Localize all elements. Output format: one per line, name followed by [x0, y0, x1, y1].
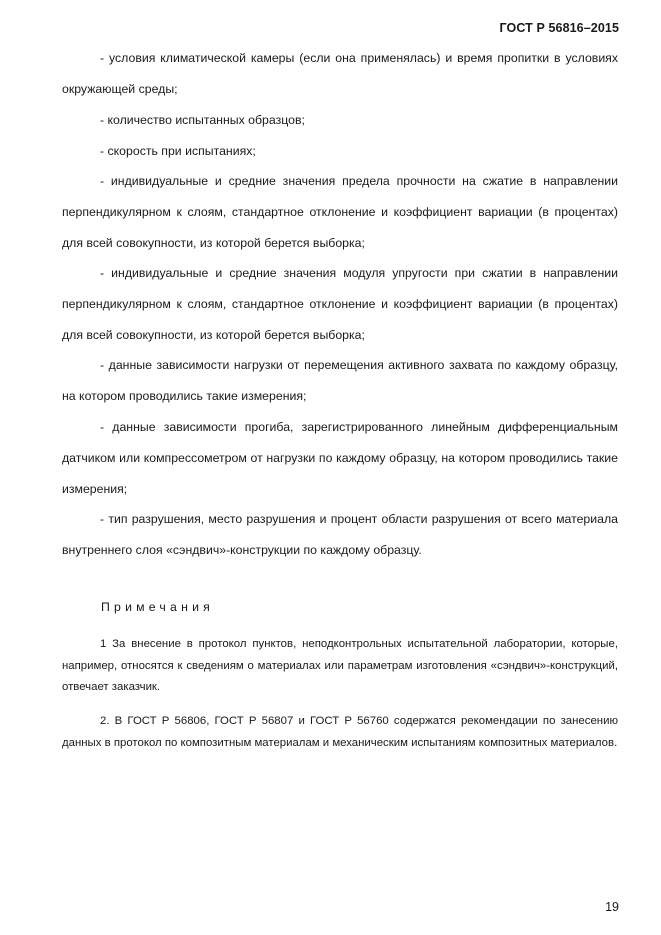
- list-item: - данные зависимости прогиба, зарегистрированного линейным дифференциальным датчиком или компрессометром от нагрузки по каждому образцу, на котором проводились такие измерения;: [62, 420, 618, 496]
- note-item: 1 За внесение в протокол пунктов, неподконтрольных испытательной лаборатории, которые, например, относятся к сведениям о материалах или параметрам изготовления «сэндвич»-конструкций, отвечает заказчик.: [62, 638, 618, 693]
- page-number: 19: [605, 900, 619, 914]
- standard-header: ГОСТ Р 56816–2015: [499, 21, 619, 35]
- note-item: 2. В ГОСТ Р 56806, ГОСТ Р 56807 и ГОСТ Р 56760 содержатся рекомендации по занесению данных в протокол по композитным материалам и механическим испытаниям композитных материалов.: [62, 715, 618, 749]
- list-item: - индивидуальные и средние значения предела прочности на сжатие в направлении перпендикулярном к слоям, стандартное отклонение и коэффициент вариации (в процентах) для всей совокупности, из которой берется выборка;: [62, 174, 618, 250]
- list-item: - данные зависимости нагрузки от перемещения активного захвата по каждому образцу, на котором проводились такие измерения;: [62, 358, 618, 403]
- list-item: - условия климатической камеры (если она применялась) и время пропитки в условиях окружающей среды;: [62, 51, 618, 96]
- list-item: - количество испытанных образцов;: [100, 113, 305, 127]
- list-item: - индивидуальные и средние значения модуля упругости при сжатии в направлении перпендикулярном к слоям, стандартное отклонение и коэффициент вариации (в процентах) для всей совокупности, из которой берется выборка;: [62, 266, 618, 342]
- notes-heading: Примечания: [101, 600, 214, 614]
- list-item: - скорость при испытаниях;: [100, 144, 256, 158]
- list-item: - тип разрушения, место разрушения и процент области разрушения от всего материала внутреннего слоя «сэндвич»-конструкции по каждому образцу.: [62, 512, 618, 557]
